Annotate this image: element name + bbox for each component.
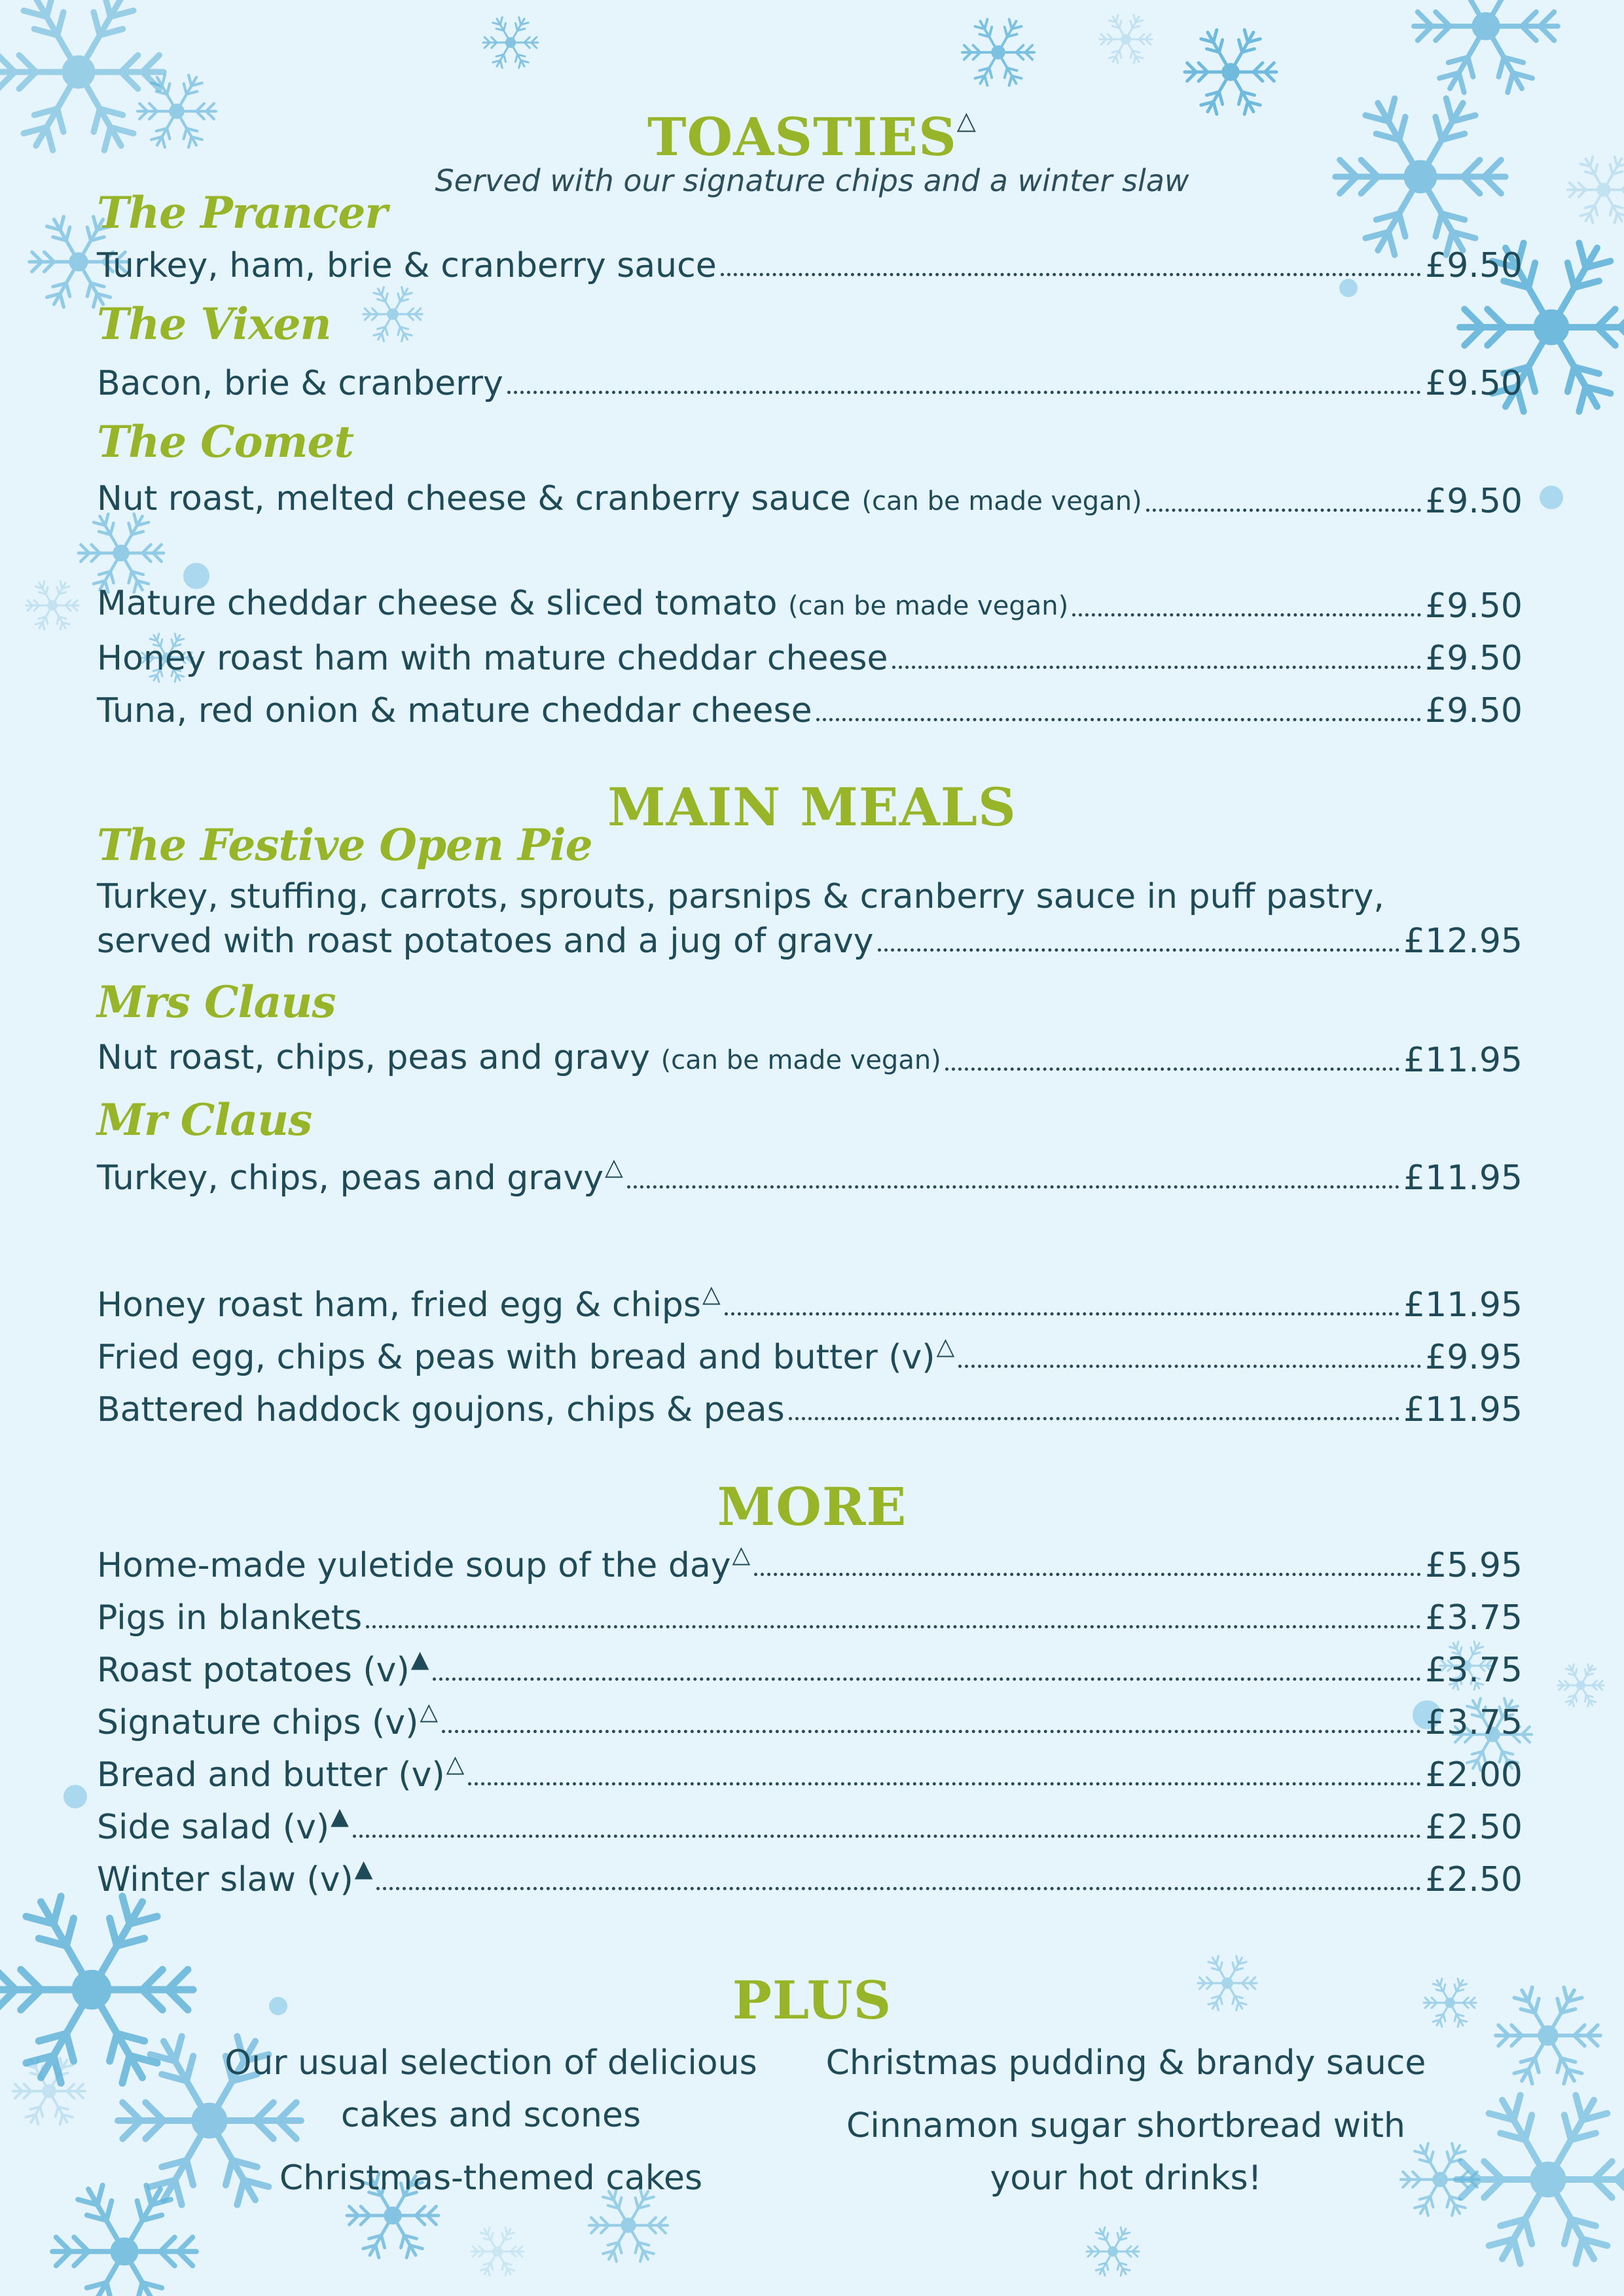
allergen-triangle-icon: △: [702, 1281, 721, 1308]
menu-item-row: Winter slaw (v)▲ £2.50: [97, 1856, 1523, 1899]
dot-leader: [892, 666, 1422, 669]
plus-text: Christmas-themed cakes: [279, 2159, 703, 2198]
dot-leader: [816, 718, 1421, 721]
dot-leader: [627, 1185, 1399, 1189]
plus-text: Our usual selection of delicious: [225, 2043, 757, 2083]
item-price: £3.75: [1425, 1598, 1523, 1638]
menu-item-row: Side salad (v)▲ £2.50: [97, 1803, 1523, 1847]
pie-description-line: Turkey, stuffing, carrots, sprouts, parsnips & cranberry sauce in puff pastry,: [97, 877, 1384, 916]
filled-triangle-icon: ▲: [410, 1646, 429, 1673]
menu-item-row: Signature chips (v)△ £3.75: [97, 1698, 1523, 1742]
dot-leader: [366, 1625, 1421, 1628]
menu-item-row: Nut roast, melted cheese & cranberry sauce (can be made vegan) £9.50: [97, 479, 1523, 521]
item-name-mr-claus: Mr Claus: [97, 1094, 312, 1145]
dot-leader: [468, 1782, 1421, 1785]
menu-item-row: Mature cheddar cheese & sliced tomato (can be made vegan) £9.50: [97, 584, 1523, 626]
item-price: £9.50: [1425, 246, 1523, 285]
allergen-triangle-icon: △: [605, 1154, 623, 1181]
dot-leader: [376, 1887, 1421, 1890]
dot-leader: [1072, 613, 1421, 617]
menu-item-row: Roast potatoes (v)▲ £3.75: [97, 1646, 1523, 1690]
item-name-comet: The Comet: [97, 416, 353, 467]
menu-item-row: Honey roast ham with mature cheddar cheese £9.50: [97, 639, 1523, 678]
vegan-note: (can be made vegan): [787, 591, 1069, 621]
dot-leader: [754, 1573, 1421, 1576]
item-price: £11.95: [1403, 1158, 1523, 1198]
menu-item-row: Turkey, chips, peas and gravy△ £11.95: [97, 1154, 1523, 1198]
dot-leader: [878, 948, 1399, 952]
item-price: £2.50: [1425, 1808, 1523, 1847]
item-price: £9.50: [1425, 586, 1523, 626]
item-price: £3.75: [1425, 1651, 1523, 1690]
menu-item-row: Battered haddock goujons, chips & peas £11.95: [97, 1390, 1523, 1429]
filled-triangle-icon: ▲: [331, 1803, 349, 1830]
allergen-triangle-icon: △: [420, 1698, 439, 1725]
menu-item-row: Nut roast, chips, peas and gravy (can be made vegan) £11.95: [97, 1038, 1523, 1080]
item-price: £9.95: [1425, 1338, 1523, 1377]
item-price: £11.95: [1403, 1041, 1523, 1080]
menu-item-row: served with roast potatoes and a jug of gravy £12.95: [97, 922, 1523, 961]
menu-item-row: Honey roast ham, fried egg & chips△ £11.95: [97, 1281, 1523, 1325]
menu-item-row: Tuna, red onion & mature cheddar cheese £9.50: [97, 691, 1523, 730]
dot-leader: [433, 1677, 1421, 1681]
item-name-festive-open-pie: The Festive Open Pie: [97, 819, 592, 870]
menu-item-row: Home-made yuletide soup of the day△ £5.95: [97, 1541, 1523, 1585]
main-meals-heading: MAIN MEALS: [607, 776, 1017, 838]
menu-item-row: Bread and butter (v)△ £2.00: [97, 1751, 1523, 1795]
item-price: £11.95: [1403, 1285, 1523, 1325]
toasties-heading: TOASTIES△: [647, 106, 977, 168]
plus-right-column: [812, 2037, 1440, 2204]
dot-leader: [442, 1730, 1421, 1733]
dot-leader: [725, 1312, 1399, 1316]
allergen-triangle-icon: △: [446, 1751, 465, 1778]
item-price: £12.95: [1403, 922, 1523, 961]
menu-item-row: Bacon, brie & cranberry £9.50: [97, 364, 1523, 403]
dot-leader: [721, 273, 1421, 276]
plus-text: Christmas pudding & brandy sauce: [825, 2043, 1426, 2083]
item-price: £2.50: [1425, 1860, 1523, 1899]
plus-left-column: [190, 2037, 792, 2204]
dot-leader: [507, 391, 1421, 394]
dot-leader: [353, 1835, 1421, 1838]
allergen-triangle-icon: △: [956, 106, 977, 135]
item-name-vixen: The Vixen: [97, 298, 331, 350]
dot-leader: [958, 1365, 1421, 1368]
item-price: £9.50: [1425, 639, 1523, 678]
item-price: £3.75: [1425, 1703, 1523, 1742]
plus-text: Cinnamon sugar shortbread with: [846, 2106, 1405, 2145]
item-price: £9.50: [1425, 482, 1523, 521]
allergen-triangle-icon: △: [936, 1333, 955, 1360]
plus-text: cakes and scones: [340, 2096, 641, 2135]
vegan-note: (can be made vegan): [660, 1045, 941, 1075]
dot-leader: [789, 1417, 1399, 1420]
menu-item-row: Fried egg, chips & peas with bread and butter (v)△ £9.95: [97, 1333, 1523, 1377]
item-name-mrs-claus: Mrs Claus: [97, 977, 336, 1028]
dot-leader: [945, 1067, 1399, 1071]
item-price: £9.50: [1425, 364, 1523, 403]
more-heading: MORE: [717, 1476, 907, 1537]
item-price: £9.50: [1425, 691, 1523, 730]
item-name-prancer: The Prancer: [97, 187, 388, 238]
allergen-triangle-icon: △: [732, 1541, 751, 1568]
item-price: £5.95: [1425, 1546, 1523, 1585]
vegan-note: (can be made vegan): [861, 486, 1142, 516]
item-price: £11.95: [1403, 1390, 1523, 1429]
dot-leader: [1146, 509, 1421, 512]
plus-heading: PLUS: [732, 1969, 892, 2031]
filled-triangle-icon: ▲: [354, 1856, 373, 1882]
menu-item-row: Pigs in blankets £3.75: [97, 1598, 1523, 1638]
menu-item-row: Turkey, ham, brie & cranberry sauce £9.50: [97, 246, 1523, 285]
toasties-subtitle: Served with our signature chips and a winter slaw: [435, 163, 1189, 198]
plus-text: your hot drinks!: [990, 2159, 1262, 2198]
item-price: £2.00: [1425, 1755, 1523, 1795]
